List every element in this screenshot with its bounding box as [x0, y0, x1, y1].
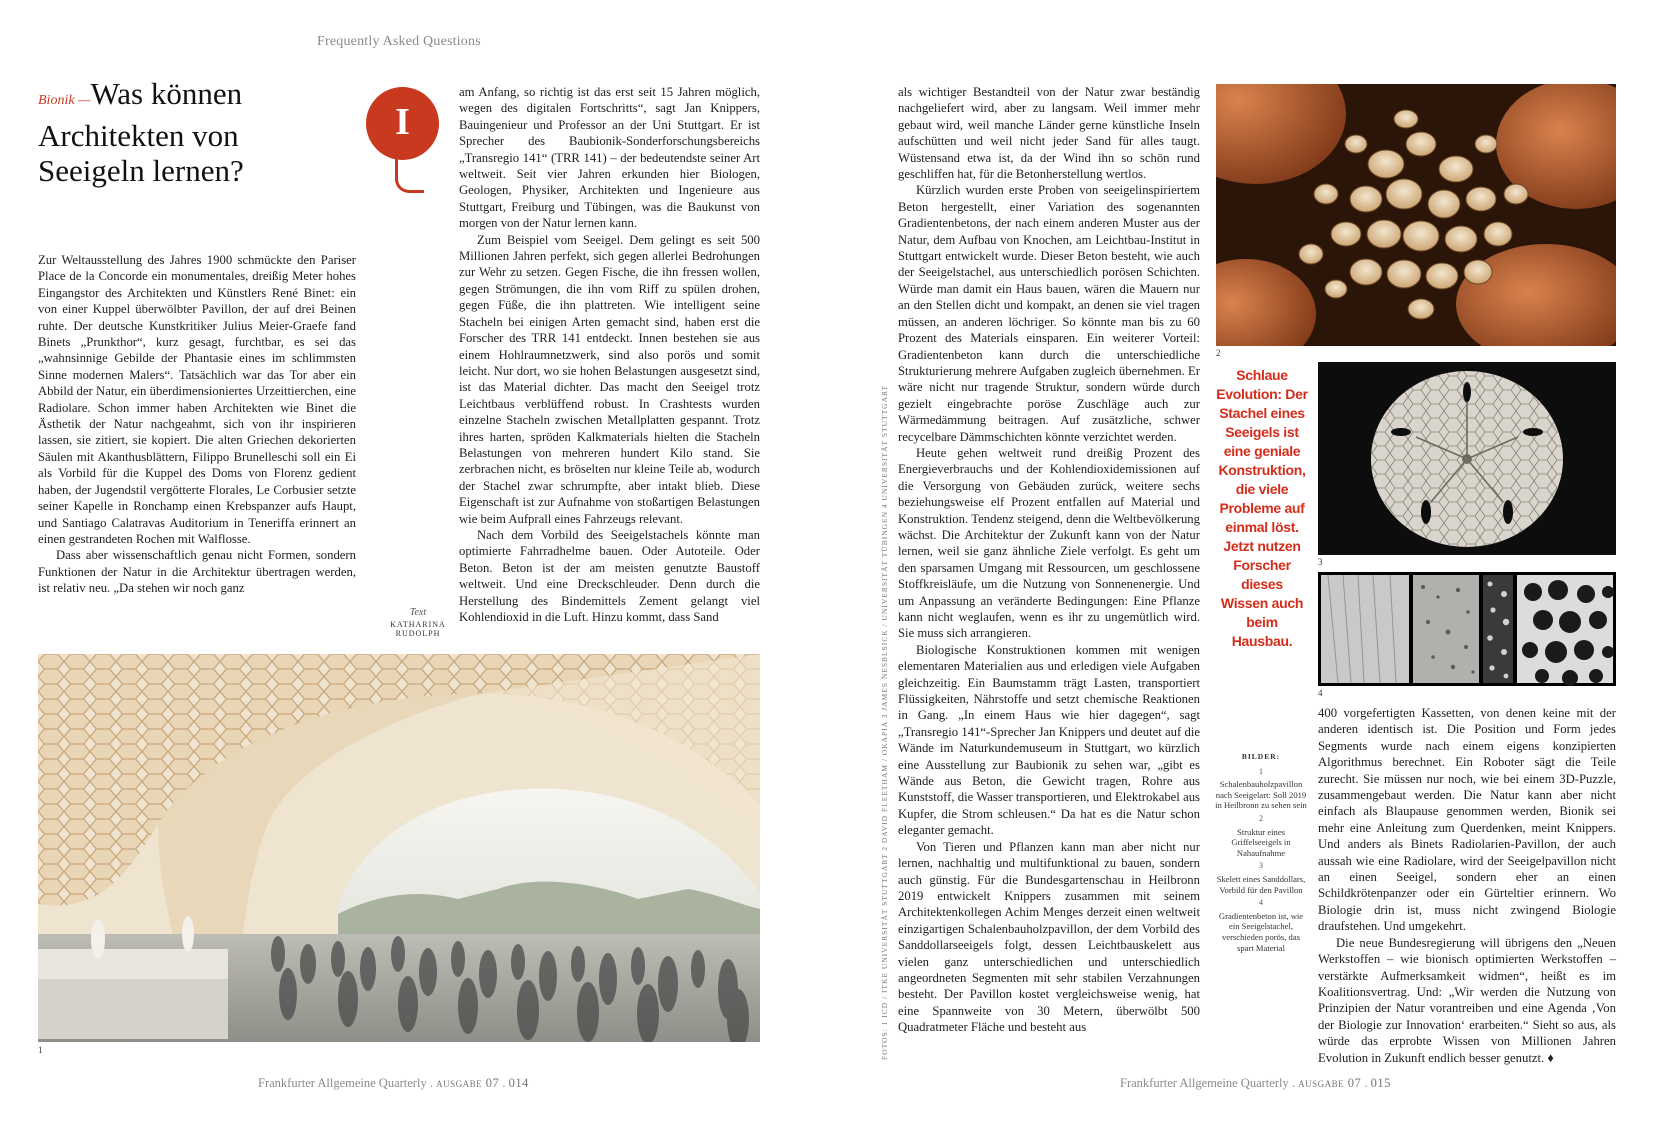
- urchin-closeup-image: [1216, 84, 1616, 346]
- footer-publication: Frankfurter Allgemeine Quarterly: [1120, 1076, 1289, 1090]
- caption-text: Gradientenbeton ist, wie ein Seeigelstachel, verschieden porös, das spart Material: [1218, 910, 1304, 953]
- footer-issue: ausgabe 07: [436, 1076, 500, 1090]
- article-column-4: [1318, 705, 1616, 1066]
- caption-number: 2: [1259, 813, 1263, 823]
- caption-text: Struktur eines Griffelseeigels in Nahaufnahme: [1231, 826, 1291, 858]
- caption-text: Schalenbauholzpavillon nach Seeigelart: Soll 2019 in Heilbronn zu sehen sein: [1215, 779, 1307, 811]
- gradient-concrete-image: [1318, 572, 1616, 686]
- caption-text: Skelett eines Sanddollars, Vorbild für den Pavillon: [1216, 873, 1306, 895]
- pavilion-illustration: [38, 654, 760, 1042]
- paragraph: Die neue Bundesregierung will übrigens den „Neuen Werkstoffen – wie bionisch optimierten Werkstoffen – verstärkte Aufmerksamkeit widmen“, heißt es im Koalitionsvertrag. Und: „Wir werden die Nutzung von Prinzipien der Natur vorantreiben und eine Agenda ‚Von der Biologie zur Innovation‘ erarbeiten.“ Sieht so aus, als würde das erprobte Wissen von Millionen Jahren Evolution in Zukunft endlich besser genutzt. ♦: [1318, 935, 1616, 1065]
- article-column-3: [898, 84, 1200, 1036]
- sand-dollar-image: [1318, 362, 1616, 555]
- sand-dollar-illustration: [1318, 362, 1616, 555]
- pavilion-image: [38, 654, 760, 1042]
- paragraph: Biologische Konstruktionen kommen mit wenigen elementaren Materialien aus und erledigen viele Aufgaben gleichzeitig. Ein Baumstamm trägt Lasten, transportiert Flüssigkeiten, Nährstoffe und setzt chemische Reaktionen in Gang. „In einem Haus wie hier dagegen“, sagt „Transregio 141“-Sprecher Jan Knippers und deutet auf die Wände im Naturkundemuseum in Stuttgart, wo kürzlich eine Ausstellung zur Baubionik zu sehen war, „gibt es Wände aus Beton, die Gewicht tragen, Rohre aus Kunststoff, die Wasser transportieren, und Elektrokabel aus Kupfer, die Strom schleusen.“ Da hat es die Natur schon eleganter gemacht.: [898, 642, 1200, 838]
- footer-page-number: 015: [1370, 1076, 1391, 1090]
- image-captions: [1214, 752, 1308, 953]
- running-head: Frequently Asked Questions: [317, 34, 481, 49]
- photo-credits-text: FOTOS: 1 ICD / ITKE UNIVERSITÄT STUTTGART 2 DAVID FLEETHAM / OKAPIA 3 JAMES NESBLSICK / UNIVERSITÄT TÜBINGEN 4 UNIVERSITÄT STUTTGART: [880, 384, 889, 1060]
- photo-credits: [870, 384, 889, 1060]
- article-column-2: [459, 84, 760, 625]
- footer-right: Frankfurter Allgemeine Quarterly . ausgabe 07 . 015: [1120, 1076, 1391, 1090]
- urchin-closeup-illustration: [1216, 84, 1616, 346]
- paragraph: Von Tieren und Pflanzen kann man aber nicht nur lernen, nachhaltig und multifunktional zu bauen, sondern auch günstig. Für die Bundesgartenschau in Heilbronn 2019 entwickelt Knippers zusammen mit seinem Architektenkollegen Achim Menges derzeit einen weltweit einzigartigen Schalenbauholzpavillon, der dem Vorbild des Sanddollarseeigels folgt, dessen Leichtbauskelett aus vielen ganz unterschiedlichen und unterschiedlich angeordneten Segmenten mit sehr stabilen Verzahnungen besteht. Der Pavillon kostet vergleichsweise wenig, hat eine Spannweite von 30 Metern, überwölbt 500 Quadratmeter Fläche und besteht aus: [898, 839, 1200, 1035]
- q-badge-tail-icon: [395, 148, 424, 193]
- caption-number: 3: [1259, 861, 1263, 871]
- paragraph: als wichtiger Bestandteil von der Natur zwar beständig nachgeliefert wird, aber zu langsam. Weil immer mehr gebaut wird, weil manche Länder gerne künstliche Inseln aufschütten und weil nicht jeder Sand für alles taugt. Wüstensand etwa ist, da der Wind ihn so schön rund geschliffen hat, für die Betonherstellung wertlos.: [898, 85, 1200, 182]
- paragraph: Kürzlich wurden erste Proben von seeigelinspiriertem Beton hergestellt, einer Variation des sogenannten Gradientenbetons, der nach einem anderen Muster aus der Natur, dem Aufbau von Knochen, am Leichtbau-Institut in Stuttgart entwickelt wurde. Dieser Beton besteht, wie auch der Seeigelstachel, aus unterschiedlich porösen Schichten. Würde man damit ein Haus bauen, wären die Mauern nur an den Stellen dicht und kompakt, an denen sie viel tragen müssen, an anderen löchriger. So könnte man bis zu 60 Prozent des Materials einsparen. Ein weiterer Vorteil: Gradientenbeton kann durch die unterschiedliche Strukturierung mehrere Aufgaben zugleich übernehmen. Er wäre nicht nur tragende Struktur, sondern würde durch gezielt eingebrachte poröse Zuschläge auch zur Wärmedämmung beitragen. Auf zusätzliche, schwer recycelbare Dämmschichten könnte verzichtet werden.: [898, 183, 1200, 444]
- paragraph: 400 vorgefertigten Kassetten, von denen keine mit der anderen identisch ist. Die Position und Form jedes Segments wurde nach einem eigens konzipierten Algorithmus berechnet. Ein Roboter sägt die Teile zurecht. Sie müssen nur noch, wie bei einem 3D-Puzzle, zusammengebaut werden. Die Natur kann aber nicht einfach als Blaupause genommen werden, Bionik sei mehr eine Anleitung zum Querdenken, meint Knippers. Und anders als Binets Radiolarien-Pavillon, der auch aussah wie eine Radiolare, wird der Seeigelpavillon nicht an einen Seeigel, sondern eher an einen Schildkrötenpanzer oder ein Gürteltier erinnern. Wo Biologie drin ist, muss nicht zwingend Biologie draufstehen. Und umgekehrt.: [1318, 706, 1616, 934]
- footer-issue: ausgabe 07: [1298, 1076, 1362, 1090]
- figure-3-number: 3: [1318, 557, 1323, 567]
- article-column-1: [38, 252, 356, 597]
- pull-quote: Schlaue Evolution: Der Stachel eines Seeigels ist eine geniale Konstruktion, die viele Probleme auf einmal löst. Jetzt nutzen Forscher dieses Wissen auch beim Hausbau.: [1216, 367, 1308, 649]
- author-credit-name: KATHARINA RUDOLPH: [390, 620, 446, 638]
- paragraph: Zum Beispiel vom Seeigel. Dem gelingt es seit 500 Millionen Jahren perfekt, sich gegen allerlei Bedrohungen zur Wehr zu setzen. Gegen Fische, die ihn fressen wollen, gegen Strömungen, die ihn vom Riff zu spülen drohen, gegen Füße, die ihn plattreten. Wie intelligent seine Stacheln bei einigen Arten gemacht sind, haben erst die Forscher des TRR 141 entdeckt. Innen bestehen sie aus einem Hohlraumnetzwerk, sind also porös und somit leicht. Nur dort, wo sie hohen Belastungen ausgesetzt sind, ist das Material dichter. Das macht den Seeigel trotz Leichtbaus verblüffend robust. In Crashtests wurden einzelne Stacheln zwischen Metallplatten gespannt. Trotz ihres harten, spröden Kalkmaterials hielten die Stacheln Belastungen von mehreren hundert Kilo stand. Sie zerbrachen nicht, es bröselten nur kleine Teile ab, wodurch der Stachel zwar schrumpfte, aber intakt blieb. Diese Eigenschaft ist zur Aufnahme von stoßartigen Belastungen wie beim Aufprall eines Fahrzeugs relevant.: [459, 232, 760, 526]
- paragraph: Heute gehen weltweit rund dreißig Prozent des Energieverbrauchs und der Kohlendioxidemissionen auf die Versorgung von Gebäuden zurück, weitere sechs beziehungsweise elf Prozent entfallen auf Material und Konstruktion. Tendenz steigend, denn die Weltbevölkerung wächst. Die Architektur der Zukunft kann von der Natur lernen, weil sie ganz ähnliche Ziele verfolgt. Es geht um den sparsamen Umgang mit Ressourcen, um geschlossene Stoffkreisläufe, um die Nutzung von Sonnenenergie. Und um Anpassung an veränderte Bedingungen: Eine Pflanze kann nicht weglaufen, wenn es ihr zu ungemütlich wird. Sie muss sich arrangieren.: [898, 445, 1200, 641]
- figure-4-number: 4: [1318, 688, 1323, 698]
- paragraph: am Anfang, so richtig ist das erst seit 15 Jahren möglich, wegen des digitalen Fortschritts“, sagt Jan Knippers, Bauingenieur und Professor an der Uni Stuttgart. Er ist Sprecher des Baubionik-Sonderforschungsbereichs „Transregio 141“ (TRR 141) – der bedeutendste seiner Art weltweit. Seit vier Jahren erkunden hier Biologen, Geologen, Physiker, Architekten und Ingenieure aus Stuttgart, Freiburg und Tübingen, was die Baukunst von morgen von der Natur lernen kann.: [459, 85, 760, 231]
- author-credit-label: Text: [409, 607, 427, 618]
- paragraph: Dass aber wissenschaftlich genau nicht Formen, sondern Funktionen der Natur in die Architektur übertragen werden, ist relativ neu. „Da stehen wir noch ganz: [38, 548, 356, 596]
- article-title: [38, 76, 318, 188]
- figure-1-number: 1: [38, 1045, 43, 1055]
- paragraph: Zur Weltausstellung des Jahres 1900 schmückte den Pariser Place de la Concorde ein monumentales, dreißig Meter hohes Eingangstor des Architekten und Künstlers René Binet: ein von einer Kuppel überwölbter Pavillon, der auf drei Beinen ruhte. Der deutsche Kunstkritiker Julius Meier-Graefe fand Binets „Prunkthor“, kurz gesagt, furchtbar, es sei das „wahnsinnige Gebilde der Phantasie eines im schlimmsten Sinne modernen Malers“. Tatsächlich war das Tor aber ein Abbild der Natur, ein überdimensioniertes Urzeittierchen, eine Radiolare. Schon immer haben Architekten wie Binet die Ästhetik der Natur nachgeahmt, sich von ihr inspirieren lassen, sie zitiert, sie kopiert. Die alten Griechen dekorierten Säulen mit Akanthusblättern, Filippo Brunelleschi soll ein Ei als Vorbild für die Kuppel des Doms von Florenz gedient haben, der Jugendstil vergötterte Florales, Le Corbusier setzte seiner Kapelle in Ronchamp einen Krebspanzer aufs Haupt, und Santiago Calatravas Auditorium in Teneriffa erinnert an einen gestrandeten Rochen mit Walflosse.: [38, 253, 356, 546]
- kicker: Bionik —: [38, 93, 91, 108]
- figure-2-number: 2: [1216, 348, 1221, 358]
- title-text: Was können Architekten von Seeigeln lernen?: [38, 76, 244, 188]
- footer-page-number: 014: [508, 1076, 529, 1090]
- paragraph: Nach dem Vorbild des Seeigelstachels könnte man optimierte Fahrradhelme bauen. Oder Autoteile. Oder Beton. Beton ist der am meisten genutzte Baustoff weltweit. Und eine Dreckschleuder. Denn durch die Herstellung des Bindemittels Zement gelangt viel Kohlendioxid in die Luft. Hinzu kommt, dass Sand: [459, 527, 760, 624]
- footer-publication: Frankfurter Allgemeine Quarterly: [258, 1076, 427, 1090]
- drop-letter: I: [395, 101, 410, 143]
- caption-number: 1: [1259, 766, 1263, 776]
- footer-left: Frankfurter Allgemeine Quarterly . ausgabe 07 . 014: [258, 1076, 529, 1090]
- captions-heading: BILDER:: [1241, 752, 1281, 761]
- caption-number: 4: [1259, 898, 1263, 908]
- gradient-concrete-illustration: [1318, 572, 1616, 686]
